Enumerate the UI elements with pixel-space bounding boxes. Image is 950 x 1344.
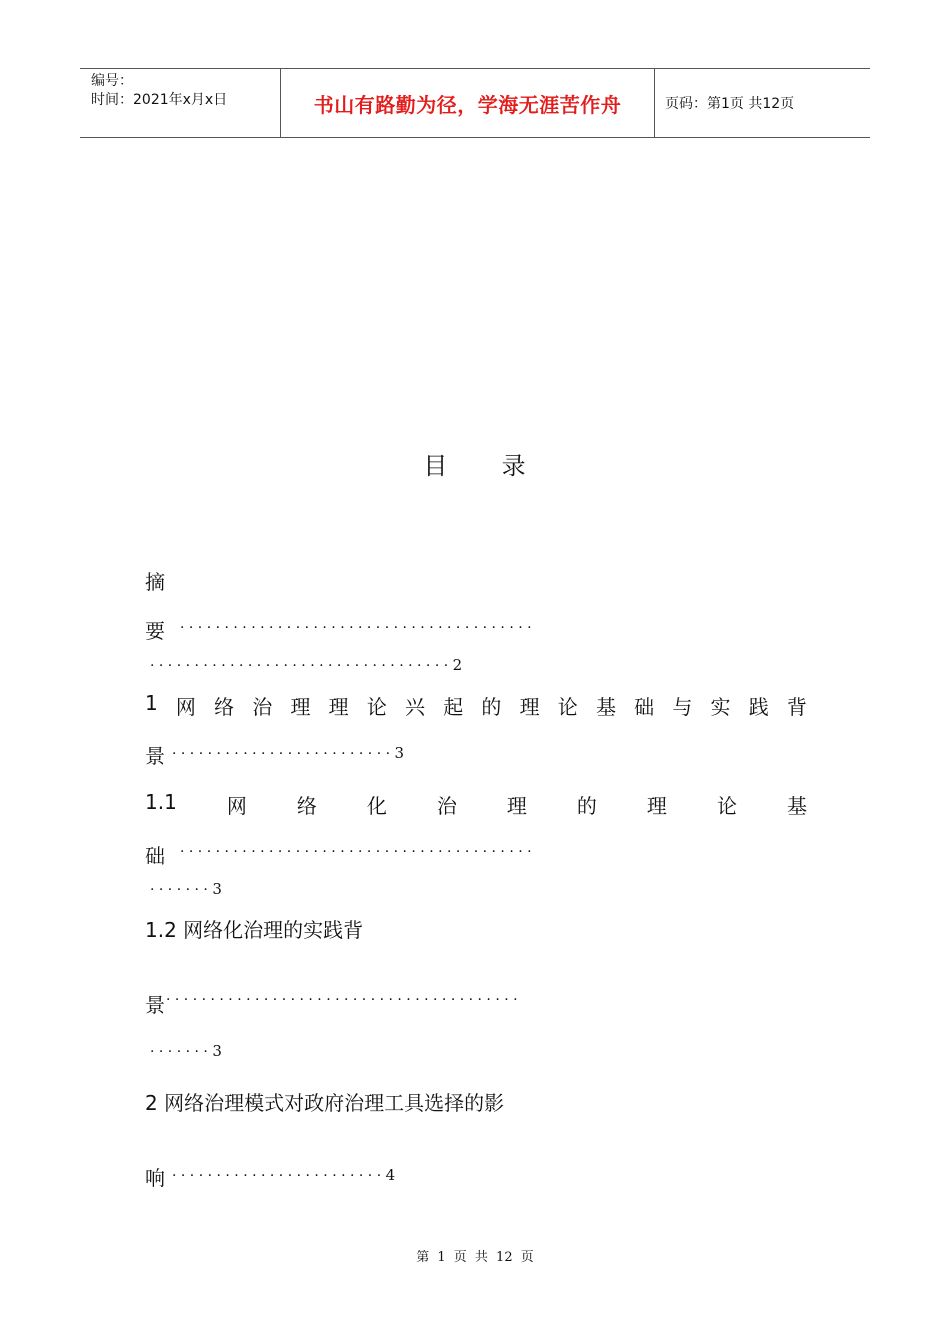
toc-entry-1-char: 网: [175, 695, 196, 719]
toc-page-number: 3: [212, 880, 222, 898]
toc-leader: · · · · · · · · · · · · · · · · · · · · · · · · · 3: [172, 744, 405, 762]
toc-entry-1-1-char: 网: [226, 794, 247, 818]
toc-entry-1-1-char: 论: [716, 794, 737, 818]
toc-entry-1: [145, 691, 807, 720]
toc-abstract-first: 摘: [145, 570, 165, 594]
toc-entry-1-1-char: 基: [786, 794, 807, 818]
toc-title-char-2: 录: [501, 452, 527, 480]
toc-page-number: 4: [385, 1166, 396, 1184]
number-label: 编号：: [91, 73, 133, 89]
toc-entry-1-tail: [145, 740, 165, 769]
toc-entry-1-char: 的: [481, 695, 502, 719]
toc-entry-1-char: 践: [748, 695, 769, 719]
toc-abstract-text: 要: [145, 619, 165, 643]
toc-leader: · · · · · · · · · · · · · · · · · · · · · · · · · · · · · · · · · · 2: [150, 656, 463, 674]
toc-leader: · · · · · · · · · · · · · · · · · · · · · · · · · · · · · · · · · · · · · · · ·: [180, 844, 532, 860]
toc-entry-1-1-char: 络: [296, 794, 317, 818]
toc-entry-1-char: 络: [214, 695, 235, 719]
toc-entry-1-char: 理: [290, 695, 311, 719]
toc-entry-2-tail: [145, 1162, 165, 1191]
toc-title-char-1: 目: [423, 452, 449, 480]
toc-leader: · · · · · · · · · · · · · · · · · · · · · · · · · · · · · · · · · · · · · · · ·: [180, 620, 532, 636]
toc-entry-1-char: 理: [328, 695, 349, 719]
toc-entry-1-char: 论: [366, 695, 387, 719]
toc-entry-1-1-tail-text: 础: [145, 844, 165, 868]
header-page-cell: [655, 69, 870, 137]
toc-entry-1-1-char: 1.1: [145, 790, 177, 814]
page-info: 页码：第1页 共12页: [665, 96, 795, 112]
toc-entry-1-2-tail-text: 景: [145, 993, 165, 1017]
toc-entry-1-char: 兴: [405, 695, 426, 719]
toc-entry-1-2-tail: [145, 989, 165, 1018]
toc-entry-1-1-char: 理: [646, 794, 667, 818]
toc-page-number: 3: [212, 1042, 222, 1060]
toc-entry-1-1-char: 治: [436, 794, 457, 818]
toc-entry-1-1-char: 的: [576, 794, 597, 818]
toc-entry-1-1-char: 化: [366, 794, 387, 818]
toc-leader: · · · · · · · 3: [150, 880, 222, 898]
toc-entry-2: 2 网络治理模式对政府治理工具选择的影: [145, 1091, 505, 1115]
toc-entry-1-1-char: 理: [506, 794, 527, 818]
toc-entry-1-char: 起: [443, 695, 464, 719]
time-label: 时间：2021年x月x日: [91, 92, 228, 108]
toc-entry-1-1-tail: [145, 840, 165, 869]
toc-entry-2-tail-text: 响: [145, 1166, 165, 1190]
page-footer: 第 1 页 共 12 页: [416, 1250, 534, 1265]
toc-entry-1-char: 1: [145, 691, 158, 715]
toc-entry-1-char: 基: [595, 695, 616, 719]
toc-entry-1-char: 论: [557, 695, 578, 719]
toc-entry-1-char: 背: [786, 695, 807, 719]
header-meta-cell: [80, 69, 281, 137]
toc-title: [0, 446, 950, 481]
page-header: [80, 68, 870, 138]
header-motto-cell: [281, 69, 655, 137]
toc-entry-1-1: [145, 790, 807, 819]
toc-page-number: 3: [394, 744, 405, 762]
toc-entry-1-tail-text: 景: [145, 744, 165, 768]
toc-entry-1-2: 1.2 网络化治理的实践背: [145, 918, 364, 942]
toc-entry-1-char: 实: [710, 695, 731, 719]
toc-entry-1-char: 础: [634, 695, 655, 719]
toc-abstract-second: [145, 615, 165, 644]
toc-leader: · · · · · · · · · · · · · · · · · · · · · · · · · · · · · · · · · · · · · · · ·: [166, 992, 518, 1008]
toc-entry-1-char: 与: [672, 695, 693, 719]
toc-leader: · · · · · · · 3: [150, 1042, 222, 1060]
toc-page-number: 2: [452, 656, 463, 674]
toc-entry-1-char: 治: [252, 695, 273, 719]
motto-text: 书山有路勤为径，学海无涯苦作舟: [313, 92, 622, 117]
toc-leader: · · · · · · · · · · · · · · · · · · · · · · · · 4: [172, 1166, 396, 1184]
toc-entry-1-char: 理: [519, 695, 540, 719]
